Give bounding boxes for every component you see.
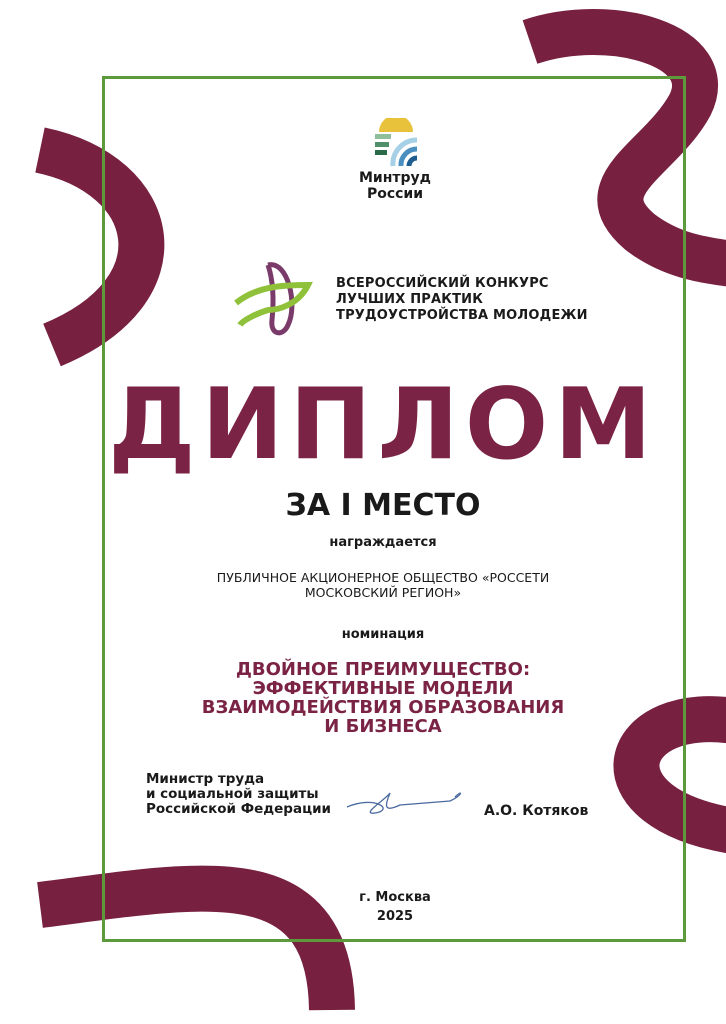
place-heading: ЗА I МЕСТО xyxy=(285,488,481,523)
nomination-label: номинация xyxy=(341,627,425,642)
mintrud-logo-icon xyxy=(373,118,419,168)
year: 2025 xyxy=(376,909,414,924)
contest-line: ТРУДОУСТРОЙСТВА МОЛОДЕЖИ xyxy=(336,308,588,323)
contest-line: ВСЕРОССИЙСКИЙ КОНКУРС xyxy=(336,276,549,291)
ministry-name xyxy=(340,170,450,202)
position-line: Российской Федерации xyxy=(146,801,331,817)
signatory-name: А.О. Котяков xyxy=(484,803,589,819)
city: г. Москва xyxy=(359,890,431,905)
place-date xyxy=(340,888,450,926)
nomination-line: И БИЗНЕСА xyxy=(324,716,442,737)
organization-line: МОСКОВСКИЙ РЕГИОН» xyxy=(304,585,462,600)
signature xyxy=(345,785,470,820)
ministry-line2: России xyxy=(366,186,424,202)
nomination-line: ВЗАИМОДЕЙСТВИЯ ОБРАЗОВАНИЯ xyxy=(201,697,565,718)
nomination-title xyxy=(20,660,726,736)
contest-line: ЛУЧШИХ ПРАКТИК xyxy=(336,292,484,307)
diploma-title: ДИПЛОМ xyxy=(108,368,658,482)
awarded-label: награждается xyxy=(329,535,437,550)
organization-line: ПУБЛИЧНОЕ АКЦИОНЕРНОЕ ОБЩЕСТВО «РОССЕТИ xyxy=(216,570,550,585)
organization-name xyxy=(20,570,726,600)
nomination-line: ДВОЙНОЕ ПРЕИМУЩЕСТВО: xyxy=(235,659,531,680)
position-line: и социальной защиты xyxy=(146,786,319,802)
nomination-line: ЭФФЕКТИВНЫЕ МОДЕЛИ xyxy=(252,678,514,699)
contest-name xyxy=(336,276,588,324)
signatory-position xyxy=(146,772,331,817)
contest-star-logo-icon xyxy=(228,255,313,340)
position-line: Министр труда xyxy=(146,771,265,787)
ministry-line1: Минтруд xyxy=(359,170,431,186)
